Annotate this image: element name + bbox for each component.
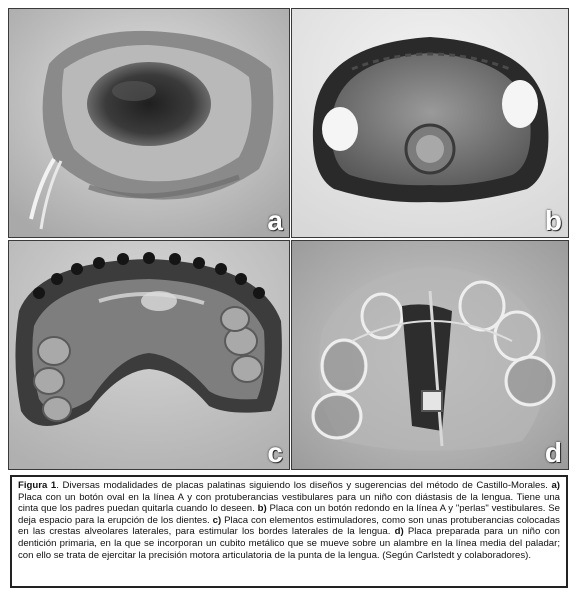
photo-panel-a xyxy=(8,8,290,238)
caption-text-d: Placa preparada para un niño con dentición primaria, en la que se incorporan un cubito metálico que se mueve sobre un alambre en la línea media del paladar; con ello se trata de ejercitar la precisión motora articulatoria de la punta de la lengua. (Según Carlstedt y colaboradores). xyxy=(18,526,560,561)
panel-label-a: a xyxy=(267,205,283,236)
caption-text-a: Placa con un botón oval en la línea A y con protuberancias vestibulares para un niño con diástasis de la lengua. Tiene una cinta que los padres puedan quitarla cuando lo deseen. xyxy=(18,491,560,515)
caption-text-b: Placa con un botón redondo en la línea A y "perlas" vestibulares. Se deja espacio para la erupción de los dientes. xyxy=(18,503,560,526)
figure xyxy=(3,3,571,588)
caption-label-a: a) xyxy=(551,480,560,491)
caption-label-c: c) xyxy=(212,514,222,526)
palatal-plate-oval-button-image xyxy=(9,9,289,237)
caption-intro: . Diversas modalidades de placas palatinas siguiendo los diseños y sugerencias del método de Castillo-Morales. xyxy=(56,480,552,491)
panel-label-c: c xyxy=(267,437,283,468)
panel-label-b: b xyxy=(544,205,562,236)
photo-panel-c xyxy=(8,240,290,470)
palatal-plate-stimulators-image xyxy=(9,241,289,469)
caption-paragraph xyxy=(18,480,560,561)
figure-caption xyxy=(10,475,568,588)
caption-label-d: d) xyxy=(394,526,404,538)
palatal-plate-wire-cubito-image xyxy=(292,241,568,469)
caption-label-b: b) xyxy=(257,503,267,515)
caption-text-c: Placa con elementos estimuladores, como son unas protuberancias colocadas en las crestas alveolares laterales, para estimular los bordes laterales de la lengua. xyxy=(18,514,560,538)
palatal-plate-round-button-image xyxy=(292,9,568,237)
caption-figure-label: Figura 1 xyxy=(18,480,57,491)
photo-panel-d xyxy=(291,240,569,470)
panel-label-d: d xyxy=(544,437,562,468)
photo-panel-b xyxy=(291,8,569,238)
